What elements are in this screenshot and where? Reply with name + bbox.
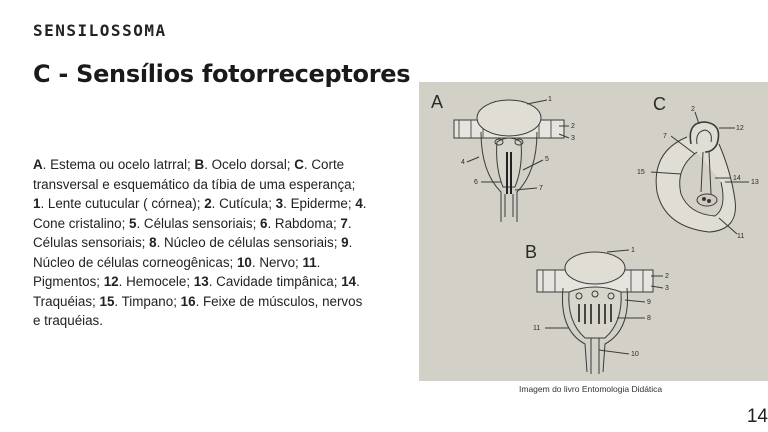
diagram-c (637, 94, 759, 240)
legend-text: . Timpano; (114, 293, 181, 309)
legend-key: B (194, 157, 205, 172)
legend-key: 12 (103, 274, 119, 289)
legend-key: 6 (260, 215, 268, 231)
a-number-1: 1 (548, 96, 552, 103)
legend-text: . Núcleo de células corneogênicas; (33, 235, 353, 270)
a-number-6: 6 (474, 179, 478, 186)
legend-key: 8 (149, 235, 157, 250)
c-number-7: 7 (663, 133, 667, 140)
legend-text: . Epiderme; (283, 196, 356, 211)
legend-text: . Pigmentos; (33, 254, 321, 289)
legend-key: 7 (340, 215, 348, 231)
page-number: 14 (746, 406, 768, 427)
a-number-3: 3 (571, 135, 575, 142)
legend-key: 15 (99, 293, 115, 309)
legend-text: . Corte transversal e esquemático da tíbia de uma esperança; (33, 157, 356, 192)
legend-key: 5 (129, 215, 137, 231)
legend-text: . Nervo; (251, 254, 303, 270)
b-lens (565, 252, 625, 284)
b-number-9: 9 (647, 299, 651, 306)
diagram-b (525, 242, 669, 374)
a-number-7: 7 (539, 185, 543, 192)
brand-label: SENSILOSSOMA (33, 21, 167, 40)
c-number-15: 15 (637, 169, 645, 176)
description-text (33, 155, 368, 331)
a-number-5: 5 (545, 156, 549, 163)
legend-key: 2 (204, 196, 212, 211)
legend-key: C (294, 157, 304, 172)
b-number-10: 10 (631, 351, 639, 358)
slide-title: C - Sensílios fotorreceptores (33, 60, 411, 88)
a-lens (477, 100, 541, 136)
figure-caption: Imagem do livro Entomologia Didática (519, 384, 663, 394)
a-number-4: 4 (461, 159, 465, 166)
legend-text: . Estema ou ocelo latrral; (42, 157, 195, 172)
b-number-11: 11 (533, 325, 541, 332)
c-number-14: 14 (733, 175, 741, 182)
b-number-3: 3 (665, 285, 669, 292)
legend-key: 14 (341, 274, 357, 289)
legend-text: . Traquéias; (33, 274, 360, 309)
b-number-2: 2 (665, 273, 669, 280)
c-number-13: 13 (751, 179, 759, 186)
a-number-2: 2 (571, 123, 575, 130)
legend-text: . Feixe de músculos, nervos e traquéias. (33, 293, 363, 328)
legend-key: A (33, 157, 43, 172)
legend-text: . Cutícula; (211, 196, 276, 211)
legend-key: 16 (180, 293, 196, 309)
legend-text: . Células sensoriais; (136, 215, 261, 231)
b-number-1: 1 (631, 247, 635, 254)
legend-key: 13 (193, 274, 209, 289)
c-number-2: 2 (691, 106, 695, 113)
legend-key: 4 (355, 196, 363, 211)
legend-text: . Ocelo dorsal; (204, 157, 295, 172)
b-number-8: 8 (647, 315, 651, 322)
legend-text: . Lente cutucular ( córnea); (40, 196, 205, 211)
panel-label-c: C (653, 94, 666, 114)
panel-label-a: A (431, 92, 444, 112)
legend-key: 3 (275, 196, 284, 211)
panel-label-b: B (525, 242, 538, 262)
diagram-a (431, 92, 575, 222)
legend-key: 11 (302, 254, 317, 270)
legend-text: . Cone cristalino; (33, 196, 367, 231)
legend-text: . Núcleo de células sensoriais; (156, 235, 342, 250)
legend-text: . Rabdoma; (267, 215, 341, 231)
legend-key: 9 (341, 235, 349, 250)
legend-text: . Hemocele; (118, 274, 194, 289)
legend-key: 1 (33, 196, 41, 211)
legend-text: . Células sensoriais; (33, 215, 352, 250)
legend-key: 10 (236, 254, 252, 270)
illustration-figure (419, 82, 768, 381)
legend-text: . Cavidade timpânica; (208, 274, 342, 289)
c-number-11: 11 (737, 233, 745, 240)
c-number-12: 12 (736, 125, 744, 132)
